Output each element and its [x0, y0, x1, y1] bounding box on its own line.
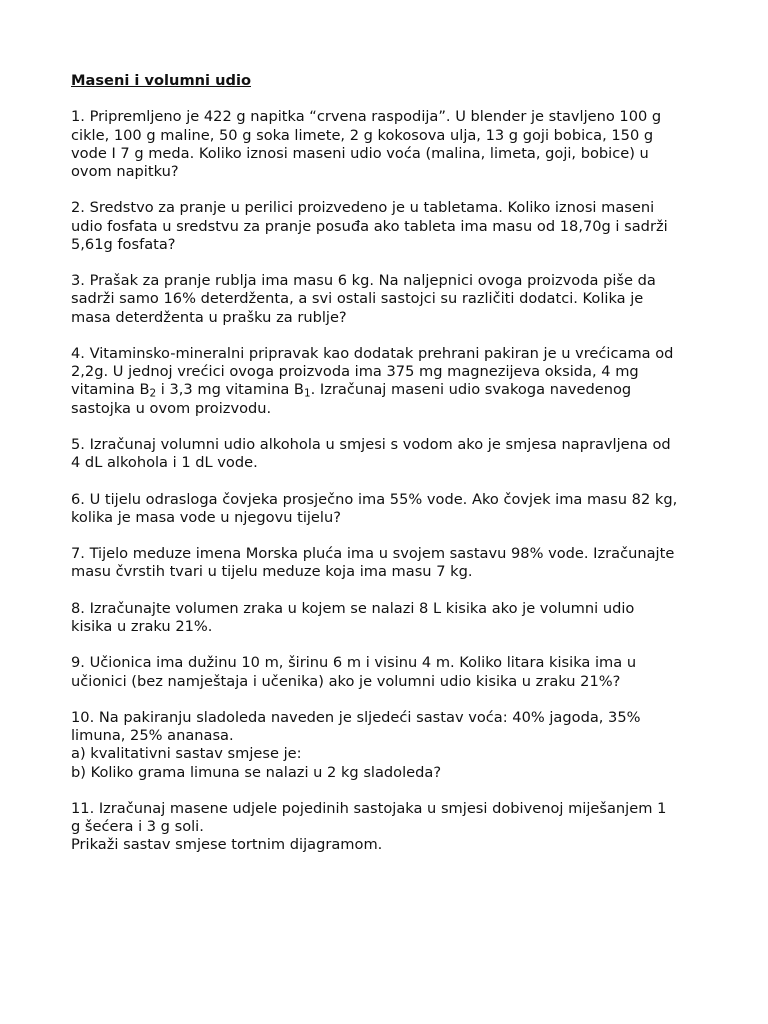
task-subquestion-a: a) kvalitativni sastav smjese je:: [71, 745, 302, 763]
task-text: 1. Pripremljeno je 422 g napitka “crvena raspodija”. U blender je stavljeno 100 g cikle, 100 g maline, 50 g soka limete, 2 g kokosova ulja, 13 g goji bobica, 150 g vode I 7 g meda. Koliko iznosi maseni udio voća (malina, limeta, goji, bobice) u ovom napitku?: [71, 108, 662, 180]
task-text-part: 4. Vitaminsko-mineralni pripravak kao dodatak prehrani pakiran je u vrećicama od 2,2g. U jednoj vrećici ovoga proizvoda ima 375 mg magnezijeva oksida, 4 mg vitamina B: [71, 344, 674, 399]
task-6: [71, 491, 711, 527]
task-text-part: . Izračunaj maseni udio svakoga navedenog sastojka u ovom proizvodu.: [71, 381, 632, 417]
task-instruction: Prikaži sastav smjese tortnim dijagramom.: [71, 836, 383, 854]
task-text: 6. U tijelu odrasloga čovjeka prosječno ima 55% vode. Ako čovjek ima masu 82 kg, kolika je masa vode u njegovu tijelu?: [71, 490, 678, 526]
task-subquestion-b: b) Koliko grama limuna se nalazi u 2 kg sladoleda?: [71, 763, 442, 781]
task-7: [71, 545, 711, 581]
task-8: [71, 600, 711, 636]
subscript: 2: [149, 388, 157, 401]
task-text: [71, 345, 711, 418]
subscript: 1: [303, 388, 311, 401]
task-9: [71, 654, 711, 690]
task-text-part: i 3,3 mg vitamina B: [156, 381, 304, 399]
document-title: Maseni i volumni udio: [71, 72, 251, 89]
document-page: [71, 72, 711, 873]
task-text: 11. Izračunaj masene udjele pojedinih sastojaka u smjesi dobivenoj miješanjem 1 g šećera i 3 g soli.: [71, 799, 667, 836]
task-4: [71, 345, 711, 418]
task-text: 2. Sredstvo za pranje u perilici proizvedeno je u tabletama. Koliko iznosi maseni udio fosfata u sredstvu za pranje posuđa ako tableta ima masu od 18,70g i sadrži 5,61g fosfata?: [71, 199, 668, 253]
task-11: [71, 800, 711, 855]
task-3: [71, 272, 711, 327]
task-text: 8. Izračunajte volumen zraka u kojem se nalazi 8 L kisika ako je volumni udio kisika u zraku 21%.: [71, 599, 635, 635]
task-text: 3. Prašak za pranje rublja ima masu 6 kg. Na naljepnici ovoga proizvoda piše da sadrži samo 16% deterdženta, a svi ostali sastojci su različiti dodatci. Kolika je masa deterdženta u prašku za rublje?: [71, 272, 656, 326]
task-text: 10. Na pakiranju sladoleda naveden je sljedeći sastav voća: 40% jagoda, 35% limuna, 25% ananasa.: [71, 708, 641, 745]
task-text: 5. Izračunaj volumni udio alkohola u smjesi s vodom ako je smjesa napravljena od 4 dL alkohola i 1 dL vode.: [71, 435, 671, 472]
task-2: [71, 199, 711, 254]
task-1: [71, 108, 711, 181]
task-text: 9. Učionica ima dužinu 10 m, širinu 6 m i visinu 4 m. Koliko litara kisika ima u učionici (bez namještaja i učenika) ako je volumni udio kisika u zraku 21%?: [71, 654, 637, 690]
task-5: [71, 436, 711, 472]
task-text: 7. Tijelo meduze imena Morska pluća ima u svojem sastavu 98% vode. Izračunajte masu čvrstih tvari u tijelu meduze koja ima masu 7 kg.: [71, 545, 675, 581]
task-10: [71, 709, 711, 782]
